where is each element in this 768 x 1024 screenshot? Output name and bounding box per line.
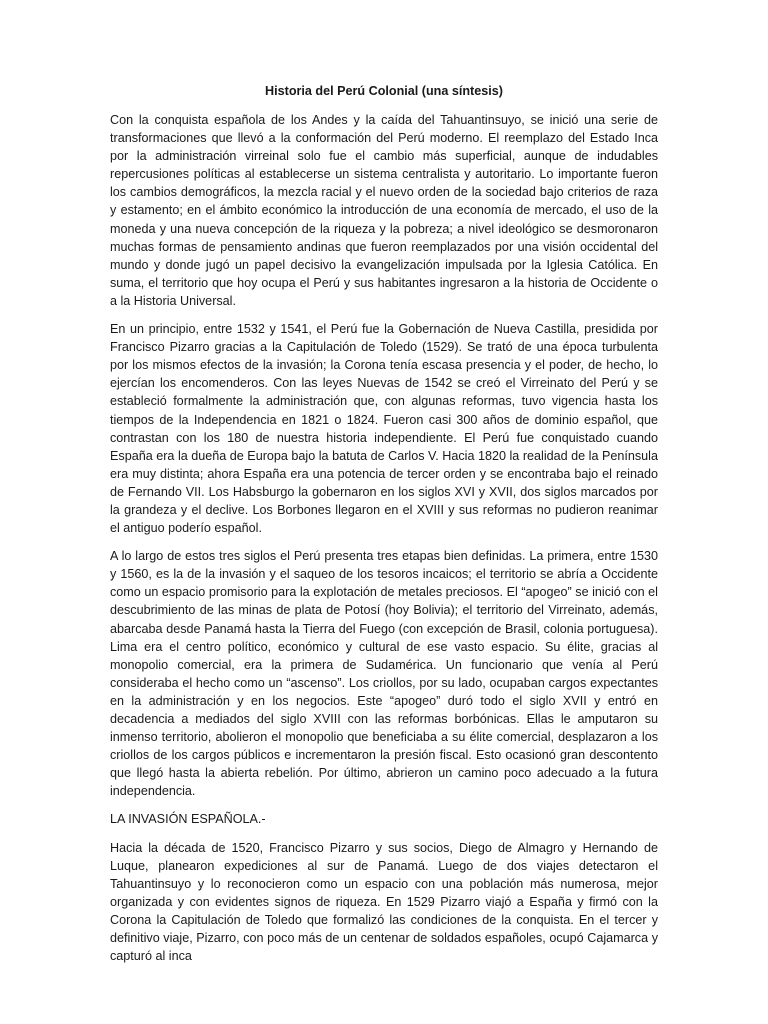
document-title: Historia del Perú Colonial (una síntesis) <box>265 84 503 98</box>
document-body <box>110 82 658 975</box>
paragraph-introduction: Con la conquista española de los Andes y la caída del Tahuantinsuyo, se inició una serie de transformaciones que llevó a la conformación del Perú moderno. El reemplazo del Estado Inca por la administración virreinal solo fue el cambio más superficial, aunque de indudables repercusiones políticas al establecerse un sistema centralista y autoritario. Lo importante fueron los cambios demográficos, la mezcla racial y el nuevo orden de la sociedad bajo criterios de raza y estamento; en el ámbito económico la introducción de una economía de mercado, el uso de la moneda y una nueva concepción de la riqueza y la pobreza; a nivel ideológico se desmoronaron muchas formas de pensamiento andinas que fueron reemplazados por una visión occidental del mundo y donde jugó un papel decisivo la evangelización impulsada por la Iglesia Católica. En suma, el territorio que hoy ocupa el Perú y sus habitantes ingresaron a la historia de Occidente o a la Historia Universal. <box>110 113 658 308</box>
paragraph-invasion: Hacia la década de 1520, Francisco Pizarro y sus socios, Diego de Almagro y Hernando de Luque, planearon expediciones al sur de Panamá. Luego de dos viajes detectaron el Tahuantinsuyo y lo reconocieron como un espacio con una población más numerosa, mejor organizada y con evidentes signos de riqueza. En 1529 Pizarro viajó a España y firmó con la Corona la Capitulación de Toledo que formalizó las condiciones de la conquista. En el tercer y definitivo viaje, Pizarro, con poco más de un centenar de soldados españoles, ocupó Cajamarca y capturó al inca <box>110 840 658 964</box>
paragraph-gobernacion: En un principio, entre 1532 y 1541, el Perú fue la Gobernación de Nueva Castilla, presidida por Francisco Pizarro gracias a la Capitulación de Toledo (1529). Se trató de una época turbulenta por los mismos efectos de la invasión; la Corona tenía escasa presencia y el poder, de hecho, lo ejercían los encomenderos. Con las leyes Nuevas de 1542 se creó el Virreinato del Perú y se estableció formalmente la administración que, con algunas reformas, tuvo vigencia hasta los tiempos de la Independencia en 1821 o 1824. Fueron casi 300 años de dominio español, que contrastan con los 180 de nuestra historia independiente. El Perú fue conquistado cuando España era la dueña de Europa bajo la batuta de Carlos V. Hacia 1820 la realidad de la Península era muy distinta; ahora España era una potencia de tercer orden y se encontraba bajo el reinado de Fernando VII. Los Habsburgo la gobernaron en los siglos XVI y XVII, dos siglos marcados por la grandeza y el declive. Los Borbones llegaron en el XVIII y sus reformas no pudieron reanimar el antiguo poderío español. <box>110 322 658 536</box>
section-heading-invasion: LA INVASIÓN ESPAÑOLA.- <box>110 812 266 827</box>
paragraph-etapas: A lo largo de estos tres siglos el Perú presenta tres etapas bien definidas. La primera, entre 1530 y 1560, es la de la invasión y el saqueo de los tesoros incaicos; el territorio se abría a Occidente como un espacio promisorio para la explotación de metales preciosos. El “apogeo” se inició con el descubrimiento de las minas de plata de Potosí (hoy Bolivia); el territorio del Virreinato, además, abarcaba desde Panamá hasta la Tierra del Fuego (con excepción de Brasil, colonia portuguesa). Lima era el centro político, económico y cultural de ese vasto espacio. Su élite, gracias al monopolio comercial, era la primera de Sudamérica. Un funcionario que venía al Perú consideraba el hecho como un “ascenso”. Los criollos, por su lado, ocupaban cargos expectantes en la administración y en los negocios. Este “apogeo” duró todo el siglo XVII y entró en decadencia a mediados del siglo XVIII con las reformas borbónicas. Ellas le amputaron su inmenso territorio, abolieron el monopolio que beneficiaba a su élite comercial, desplazaron a los criollos de los cargos públicos e incrementaron la presión fiscal. Esto ocasionó gran descontento que llegó hasta la abierta rebelión. Por último, abrieron un camino poco adecuado a la futura independencia. <box>110 549 658 799</box>
